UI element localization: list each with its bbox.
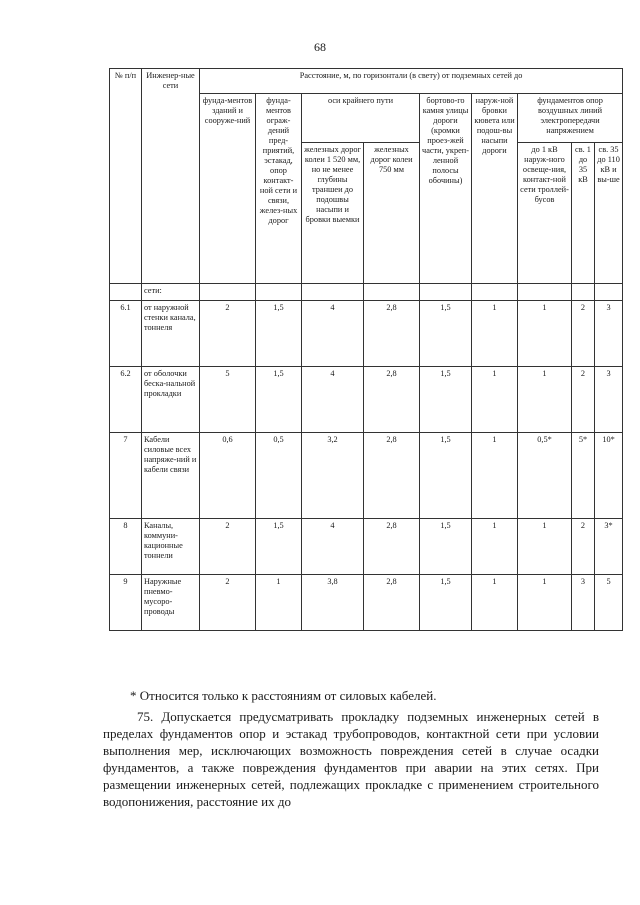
cell-c4: 2,8 [364, 367, 420, 433]
cell-c9: 3* [595, 519, 623, 575]
cell-c5: 1,5 [420, 433, 472, 519]
table-row [110, 301, 623, 367]
cell-c1: 2 [200, 301, 256, 367]
cell-c1: 2 [200, 519, 256, 575]
cell-no: 8 [110, 519, 142, 575]
cell-c1: 0,6 [200, 433, 256, 519]
header-curb: бортово-го камня улицы дороги (кромки проез-жей части, укреп-ленной полосы обочины) [420, 94, 472, 284]
cell-c8: 2 [572, 367, 595, 433]
cell-c2: 1,5 [256, 301, 302, 367]
cell-no: 7 [110, 433, 142, 519]
distance-table [109, 68, 623, 631]
section-label: сети: [142, 284, 200, 301]
cell-c2: 1,5 [256, 367, 302, 433]
cell-c6: 1 [472, 433, 518, 519]
header-network: Инженер-ные сети [142, 69, 200, 284]
cell-c3: 4 [302, 367, 364, 433]
cell-c4: 2,8 [364, 519, 420, 575]
cell-c4: 2,8 [364, 433, 420, 519]
cell-c7: 0,5* [518, 433, 572, 519]
cell-c3: 3,8 [302, 575, 364, 631]
cell-c6: 1 [472, 519, 518, 575]
footnote: * Относится только к расстояниям от силовых кабелей. [130, 688, 437, 703]
cell-name: Кабели силовые всех напряже-ний и кабели связи [142, 433, 200, 519]
cell-c4: 2,8 [364, 575, 420, 631]
paragraph-75: 75. Допускается предусматривать прокладку подземных инженерных сетей в пределах фундаментов опор и эстакад трубопроводов, контактной сети при условии выполнения мер, исключающих возможность повреждения сетей в случае осадки фундаментов, а также повреждения фундаментов при аварии на этих сетях. При размещении инженерных сетей, подлежащих прокладке с применением строительного водопонижения, расстояние их до [103, 709, 599, 809]
table-row [110, 433, 623, 519]
header-foundations-fences: фунда-ментов ограж-дений пред-приятий, эстакад, опор контакт-ной сети и связи, желез-ных дорог [256, 94, 302, 284]
table-row [110, 575, 623, 631]
header-foundations-buildings: фунда-ментов зданий и сооруже-ний [200, 94, 256, 284]
cell-c5: 1,5 [420, 301, 472, 367]
cell-c3: 4 [302, 301, 364, 367]
cell-c9: 3 [595, 367, 623, 433]
header-35-110kv: св. 35 до 110 кВ и вы-ше [595, 143, 623, 284]
header-rail-1520: железных дорог колеи 1 520 мм, но не менее глубины траншеи до подошвы насыпи и бровки выемки [302, 143, 364, 284]
header-no: № п/п [110, 69, 142, 284]
cell-c9: 5 [595, 575, 623, 631]
table-row [110, 519, 623, 575]
cell-c5: 1,5 [420, 367, 472, 433]
cell-c1: 2 [200, 575, 256, 631]
table-row [110, 367, 623, 433]
cell-c2: 0,5 [256, 433, 302, 519]
header-ditch: наруж-ной бровки кювета или подош-вы насыпи дороги [472, 94, 518, 284]
cell-c8: 2 [572, 519, 595, 575]
cell-c3: 4 [302, 519, 364, 575]
cell-c5: 1,5 [420, 519, 472, 575]
cell-c7: 1 [518, 575, 572, 631]
header-distance: Расстояние, м, по горизонтали (в свету) от подземных сетей до [200, 69, 623, 94]
section-cell [110, 284, 142, 301]
cell-c1: 5 [200, 367, 256, 433]
header-up-to-1kv: до 1 кВ наруж-ного освеще-ния, контакт-ной сети троллей-бусов [518, 143, 572, 284]
cell-c4: 2,8 [364, 301, 420, 367]
cell-name: Наружные пневмо-мусоро-проводы [142, 575, 200, 631]
cell-name: Каналы, коммуни-кационные тоннели [142, 519, 200, 575]
header-1-35kv: св. 1 до 35 кВ [572, 143, 595, 284]
header-rail-750: железных дорог колеи 750 мм [364, 143, 420, 284]
cell-no: 6.1 [110, 301, 142, 367]
cell-c2: 1 [256, 575, 302, 631]
cell-c7: 1 [518, 367, 572, 433]
cell-c7: 1 [518, 519, 572, 575]
cell-c8: 3 [572, 575, 595, 631]
cell-name: от оболочки беска-нальной прокладки [142, 367, 200, 433]
cell-c5: 1,5 [420, 575, 472, 631]
cell-c6: 1 [472, 301, 518, 367]
cell-no: 6.2 [110, 367, 142, 433]
header-track-axis: оси крайнего пути [302, 94, 420, 143]
cell-c2: 1,5 [256, 519, 302, 575]
cell-c9: 10* [595, 433, 623, 519]
cell-c9: 3 [595, 301, 623, 367]
cell-name: от наружной стенки канала, тоннеля [142, 301, 200, 367]
cell-c6: 1 [472, 367, 518, 433]
cell-c3: 3,2 [302, 433, 364, 519]
cell-c6: 1 [472, 575, 518, 631]
cell-c8: 2 [572, 301, 595, 367]
cell-no: 9 [110, 575, 142, 631]
cell-c7: 1 [518, 301, 572, 367]
cell-c8: 5* [572, 433, 595, 519]
page-number: 68 [314, 40, 326, 54]
header-overhead-poles: фундаментов опор воздушных линий электропередачи напряжением [518, 94, 623, 143]
